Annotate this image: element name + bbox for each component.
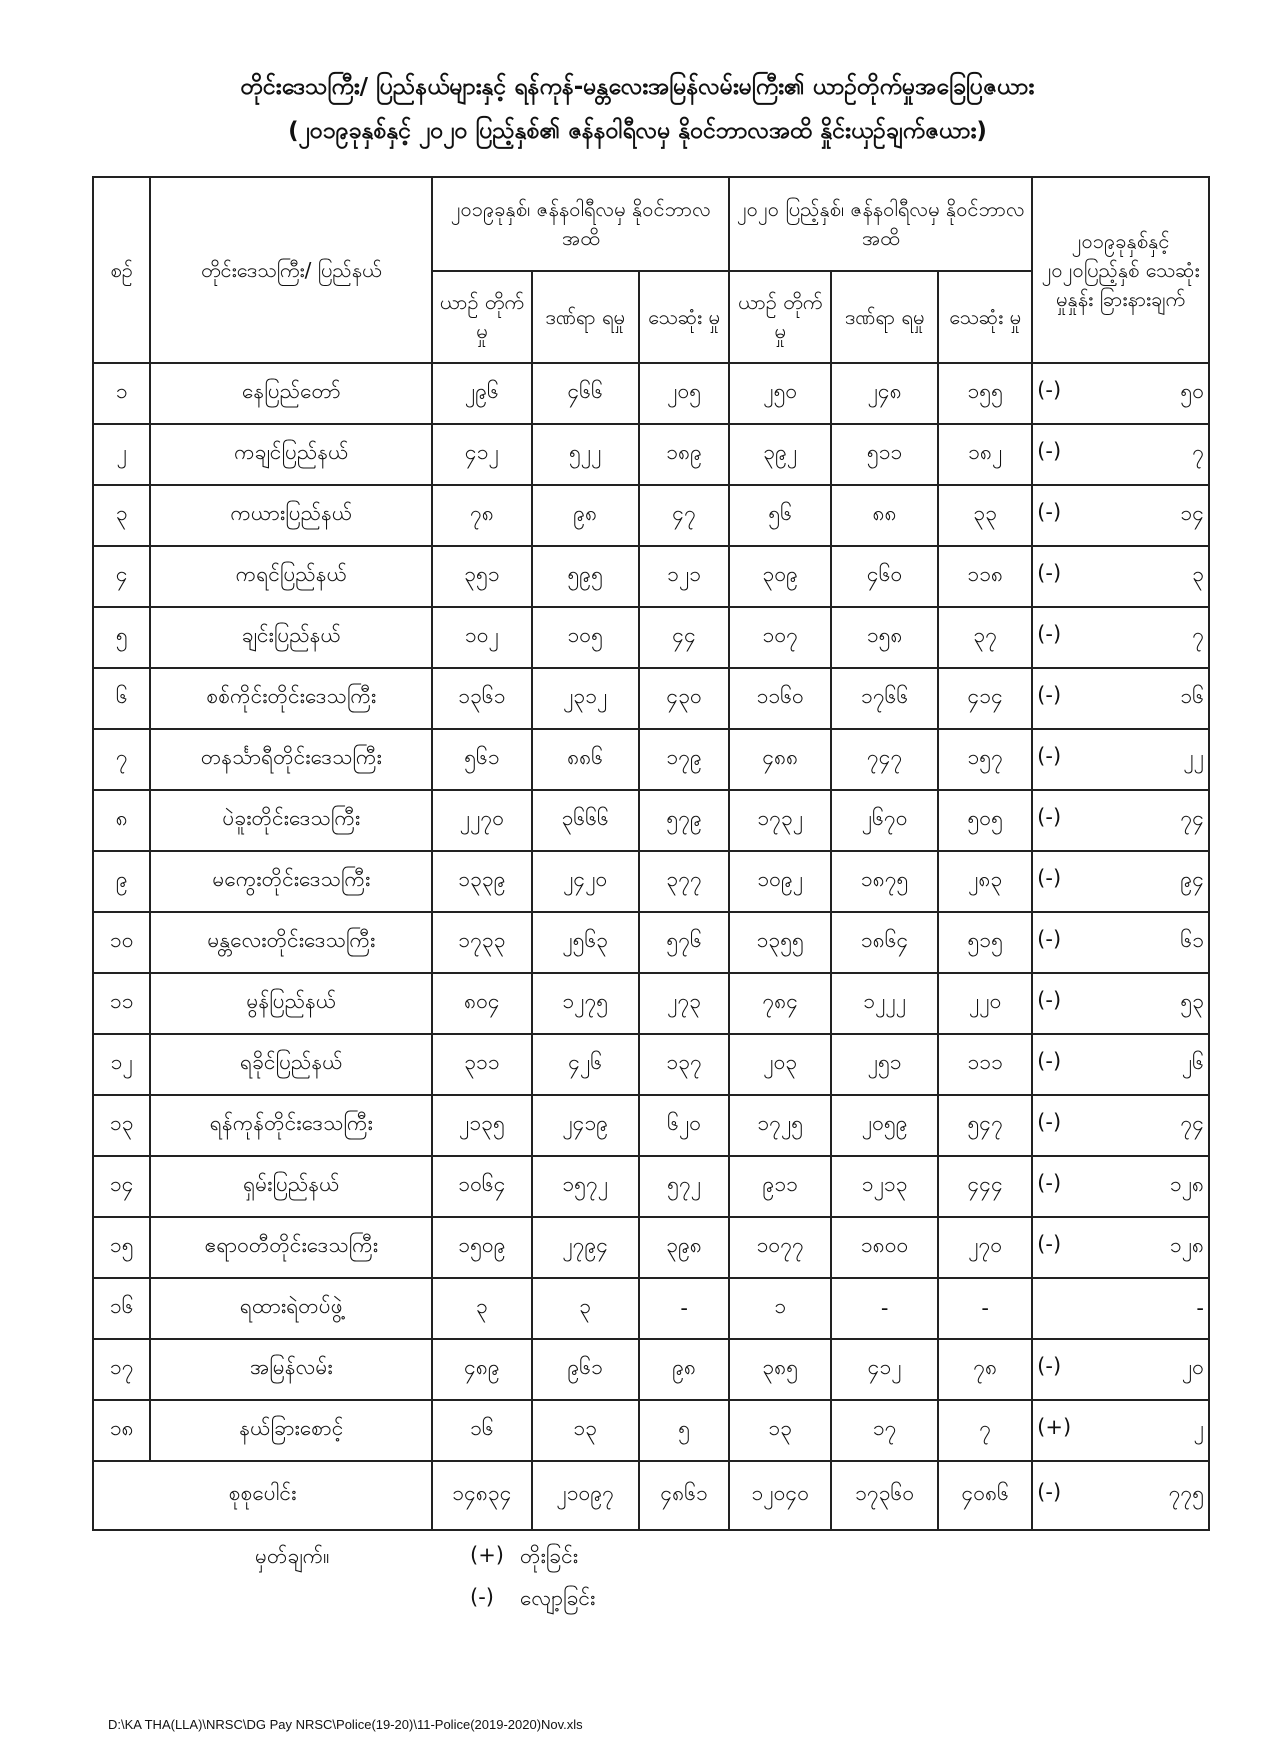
difference-value: ၂ xyxy=(1193,1415,1204,1440)
header-period-2019: ၂၀၁၉ခုနှစ်၊ ဇန်နဝါရီလမှ နိုဝင်ဘာလအထိ xyxy=(432,177,729,271)
header-accidents-2019: ယာဉ် တိုက်မှု xyxy=(432,271,531,363)
table-row xyxy=(93,546,1209,607)
deaths-2020-cell: ၂၂၀ xyxy=(938,973,1032,1034)
serial-number-cell: ၁၃ xyxy=(93,1095,150,1156)
deaths-2020-cell: ၃၇ xyxy=(938,607,1032,668)
total-accidents-2020-cell: ၁၂၀၄၀ xyxy=(729,1461,831,1530)
region-name-cell: တနင်္သာရီတိုင်းဒေသကြီး xyxy=(150,729,432,790)
injured-2020-cell: ၇၄၇ xyxy=(831,729,938,790)
difference-sign: (+) xyxy=(1037,1414,1072,1439)
difference-value: ၅၃ xyxy=(1180,988,1204,1013)
accidents-2019-cell: ၄၁၂ xyxy=(432,424,531,485)
accidents-2020-cell: ၁၀၇၇ xyxy=(729,1217,831,1278)
total-injured-2020-cell: ၁၇၃၆၀ xyxy=(831,1461,938,1530)
accidents-2019-cell: ၁၇၃၃ xyxy=(432,912,531,973)
difference-value: ၆၁ xyxy=(1180,927,1204,952)
total-injured-2019-cell: ၂၁၀၉၇ xyxy=(532,1461,639,1530)
accidents-2020-cell: ၃၀၉ xyxy=(729,546,831,607)
injured-2019-cell: ၅၂၂ xyxy=(532,424,639,485)
deaths-2019-cell: ၃၇၇ xyxy=(639,851,730,912)
injured-2020-cell: ၁၇ xyxy=(831,1400,938,1461)
file-path-footer: D:\KA THA(LLA)\NRSC\DG Pay NRSC\Police(19-20)\11-Police(2019-2020)Nov.xls xyxy=(108,1717,583,1732)
serial-number-cell: ၁၄ xyxy=(93,1156,150,1217)
region-name-cell: နေပြည်တော် xyxy=(150,363,432,424)
injured-2020-cell: ၈၈ xyxy=(831,485,938,546)
difference-value: ၇၇၅ xyxy=(1168,1480,1204,1505)
total-deaths-2019-cell: ၄၈၆၁ xyxy=(639,1461,730,1530)
region-name-cell: ရှမ်းပြည်နယ် xyxy=(150,1156,432,1217)
deaths-2020-cell: ၁၅၇ xyxy=(938,729,1032,790)
deaths-2019-cell: ၂၀၅ xyxy=(639,363,730,424)
header-period-2020: ၂၀၂၀ ပြည့်နှစ်၊ ဇန်နဝါရီလမှ နိုဝင်ဘာလအထိ xyxy=(729,177,1032,271)
deaths-2019-cell: ၄၇ xyxy=(639,485,730,546)
deaths-2020-cell: ၄၁၄ xyxy=(938,668,1032,729)
accidents-2020-cell: ၇၈၄ xyxy=(729,973,831,1034)
accidents-2019-cell: ၇၈ xyxy=(432,485,531,546)
difference-value: ၂၂ xyxy=(1183,744,1204,769)
injured-2019-cell: ၂၇၉၄ xyxy=(532,1217,639,1278)
difference-value: ၁၆ xyxy=(1180,683,1204,708)
table-row xyxy=(93,1400,1209,1461)
difference-sign: (-) xyxy=(1037,804,1062,829)
serial-number-cell: ၄ xyxy=(93,546,150,607)
header-serial: စဉ် xyxy=(93,177,150,363)
region-name-cell: ကရင်ပြည်နယ် xyxy=(150,546,432,607)
table-row xyxy=(93,1278,1209,1339)
difference-value: ၁၄ xyxy=(1180,500,1204,525)
region-name-cell: အမြန်လမ်း xyxy=(150,1339,432,1400)
region-name-cell: ရခိုင်ပြည်နယ် xyxy=(150,1034,432,1095)
difference-sign: (-) xyxy=(1037,987,1062,1012)
difference-sign: (-) xyxy=(1037,1170,1062,1195)
injured-2020-cell: ၁၂၂၂ xyxy=(831,973,938,1034)
serial-number-cell: ၉ xyxy=(93,851,150,912)
accidents-2020-cell: ၁၀၉၂ xyxy=(729,851,831,912)
death-difference-cell xyxy=(1032,729,1209,790)
injured-2020-cell: ၂၀၅၉ xyxy=(831,1095,938,1156)
accidents-2019-cell: ၁၃၃၉ xyxy=(432,851,531,912)
accidents-2020-cell: ၁၀၇ xyxy=(729,607,831,668)
difference-sign: (-) xyxy=(1037,926,1062,951)
deaths-2019-cell: ၅၇၂ xyxy=(639,1156,730,1217)
difference-value: ၁၂၈ xyxy=(1169,1232,1204,1257)
table-row xyxy=(93,1217,1209,1278)
accidents-2020-cell: ၉၁၁ xyxy=(729,1156,831,1217)
death-difference-cell xyxy=(1032,851,1209,912)
death-difference-cell xyxy=(1032,1278,1209,1339)
death-difference-cell xyxy=(1032,424,1209,485)
serial-number-cell: ၁ xyxy=(93,363,150,424)
document-subtitle: (၂၀၁၉ခုနှစ်နှင့် ၂၀၂၀ ပြည့်နှစ်၏ ဇန်နဝါရီလမှ နိုဝင်ဘာလအထိ နှိုင်းယှဉ်ချက်ဇယား) xyxy=(288,118,987,144)
injured-2020-cell: ၁၇၆၆ xyxy=(831,668,938,729)
region-name-cell: ပဲခူးတိုင်းဒေသကြီး xyxy=(150,790,432,851)
difference-value: ၇ xyxy=(1192,622,1204,647)
deaths-2019-cell: ၅၇၉ xyxy=(639,790,730,851)
difference-value: ၇ xyxy=(1192,439,1204,464)
table-row xyxy=(93,1034,1209,1095)
injured-2020-cell: ၁၈၇၅ xyxy=(831,851,938,912)
accidents-2020-cell: ၁ xyxy=(729,1278,831,1339)
region-name-cell: ရထားရဲတပ်ဖွဲ့ xyxy=(150,1278,432,1339)
injured-2020-cell: ၁၈၆၄ xyxy=(831,912,938,973)
deaths-2020-cell: ၁၈၂ xyxy=(938,424,1032,485)
deaths-2019-cell: ၁၂၁ xyxy=(639,546,730,607)
deaths-2019-cell: ၉၈ xyxy=(639,1339,730,1400)
table-row xyxy=(93,1095,1209,1156)
accidents-2019-cell: ၁၀၆၄ xyxy=(432,1156,531,1217)
serial-number-cell: ၁၀ xyxy=(93,912,150,973)
table-row xyxy=(93,668,1209,729)
death-difference-cell xyxy=(1032,485,1209,546)
difference-value: ၉၄ xyxy=(1180,866,1204,891)
note-label: မှတ်ချက်။ xyxy=(255,1544,330,1568)
region-name-cell: မကွေးတိုင်းဒေသကြီး xyxy=(150,851,432,912)
deaths-2020-cell: ၅၄၇ xyxy=(938,1095,1032,1156)
difference-sign: (-) xyxy=(1037,377,1062,402)
total-label-cell: စုစုပေါင်း xyxy=(93,1461,432,1530)
difference-sign: (-) xyxy=(1037,1231,1062,1256)
difference-sign: (-) xyxy=(1037,1353,1062,1378)
injured-2019-cell: ၁၅၇၂ xyxy=(532,1156,639,1217)
note-plus-text: တိုးခြင်း xyxy=(520,1544,579,1568)
document-title: တိုင်းဒေသကြီး/ ပြည်နယ်များနှင့် ရန်ကုန်-မန္တလေးအမြန်လမ်းမကြီး၏ ယာဉ်တိုက်မှုအခြေပြဇယား xyxy=(240,74,1035,100)
deaths-2019-cell: ၄၃၀ xyxy=(639,668,730,729)
difference-sign: (-) xyxy=(1037,1479,1062,1504)
injured-2019-cell: ၃၆၆၆ xyxy=(532,790,639,851)
injured-2019-cell: ၁၀၅ xyxy=(532,607,639,668)
difference-value: ၇၄ xyxy=(1180,805,1204,830)
death-difference-cell xyxy=(1032,1400,1209,1461)
injured-2019-cell: ၄၂၆ xyxy=(532,1034,639,1095)
injured-2020-cell: ၂၄၈ xyxy=(831,363,938,424)
injured-2019-cell: ၁၂၇၅ xyxy=(532,973,639,1034)
header-injured-2020: ဒဏ်ရာ ရမှု xyxy=(831,271,938,363)
accidents-2020-cell: ၁၃ xyxy=(729,1400,831,1461)
difference-sign: (-) xyxy=(1037,1048,1062,1073)
injured-2020-cell: - xyxy=(831,1278,938,1339)
injured-2020-cell: ၄၁၂ xyxy=(831,1339,938,1400)
total-accidents-2019-cell: ၁၄၈၃၄ xyxy=(432,1461,531,1530)
region-name-cell: မွန်ပြည်နယ် xyxy=(150,973,432,1034)
deaths-2020-cell: ၁၅၅ xyxy=(938,363,1032,424)
note-plus-sign: (+) xyxy=(470,1543,504,1567)
serial-number-cell: ၅ xyxy=(93,607,150,668)
deaths-2019-cell: ၅၇၆ xyxy=(639,912,730,973)
deaths-2020-cell: ၂၇၀ xyxy=(938,1217,1032,1278)
injured-2020-cell: ၁၈၀၀ xyxy=(831,1217,938,1278)
injured-2020-cell: ၁၅၈ xyxy=(831,607,938,668)
difference-value: ၂၀ xyxy=(1181,1354,1204,1379)
injured-2019-cell: ၉၆၁ xyxy=(532,1339,639,1400)
deaths-2020-cell: ၁၁၁ xyxy=(938,1034,1032,1095)
accidents-2019-cell: ၁၀၂ xyxy=(432,607,531,668)
difference-sign: (-) xyxy=(1037,1109,1062,1134)
difference-sign: (-) xyxy=(1037,499,1062,524)
injured-2019-cell: ၈၈၆ xyxy=(532,729,639,790)
injured-2019-cell: ၃ xyxy=(532,1278,639,1339)
header-accidents-2020: ယာဉ် တိုက်မှု xyxy=(729,271,831,363)
injured-2020-cell: ၅၁၁ xyxy=(831,424,938,485)
note-minus-text: လျော့ခြင်း xyxy=(520,1586,596,1610)
injured-2020-cell: ၄၆၀ xyxy=(831,546,938,607)
region-name-cell: ဧရာဝတီတိုင်းဒေသကြီး xyxy=(150,1217,432,1278)
death-difference-cell xyxy=(1032,1217,1209,1278)
serial-number-cell: ၆ xyxy=(93,668,150,729)
accidents-2019-cell: ၂၂၇၀ xyxy=(432,790,531,851)
injured-2020-cell: ၂၅၁ xyxy=(831,1034,938,1095)
difference-sign: (-) xyxy=(1037,865,1062,890)
deaths-2019-cell: ၄၄ xyxy=(639,607,730,668)
accidents-2019-cell: ၃၅၁ xyxy=(432,546,531,607)
region-name-cell: ကချင်ပြည်နယ် xyxy=(150,424,432,485)
header-region: တိုင်းဒေသကြီး/ ပြည်နယ် xyxy=(150,177,432,363)
death-difference-cell xyxy=(1032,546,1209,607)
difference-sign: (-) xyxy=(1037,743,1062,768)
accidents-2020-cell: ၃၉၂ xyxy=(729,424,831,485)
deaths-2019-cell: ၁၃၇ xyxy=(639,1034,730,1095)
difference-value: ၃ xyxy=(1192,561,1204,586)
deaths-2019-cell: ၁၇၉ xyxy=(639,729,730,790)
table-row xyxy=(93,1339,1209,1400)
table-row xyxy=(93,1156,1209,1217)
region-name-cell: နယ်ခြားစောင့် xyxy=(150,1400,432,1461)
deaths-2020-cell: - xyxy=(938,1278,1032,1339)
injured-2020-cell: ၂၆၇၀ xyxy=(831,790,938,851)
injured-2019-cell: ၉၈ xyxy=(532,485,639,546)
accidents-2019-cell: ၃ xyxy=(432,1278,531,1339)
difference-value: - xyxy=(1196,1296,1204,1321)
accidents-2020-cell: ၁၇၃၂ xyxy=(729,790,831,851)
accidents-2019-cell: ၅၆၁ xyxy=(432,729,531,790)
deaths-2020-cell: ၇ xyxy=(938,1400,1032,1461)
difference-sign: (-) xyxy=(1037,682,1062,707)
accidents-2020-cell: ၂၅၀ xyxy=(729,363,831,424)
injured-2019-cell: ၄၆၆ xyxy=(532,363,639,424)
note-minus-sign: (-) xyxy=(470,1585,494,1609)
table-row xyxy=(93,607,1209,668)
injured-2019-cell: ၂၃၁၂ xyxy=(532,668,639,729)
serial-number-cell: ၁၂ xyxy=(93,1034,150,1095)
difference-sign: (-) xyxy=(1037,560,1062,585)
total-deaths-2020-cell: ၄၀၈၆ xyxy=(938,1461,1032,1530)
death-difference-cell xyxy=(1032,790,1209,851)
difference-value: ၂၆ xyxy=(1181,1049,1204,1074)
total-row xyxy=(93,1461,1209,1530)
injured-2019-cell: ၁၃ xyxy=(532,1400,639,1461)
region-name-cell: ကယားပြည်နယ် xyxy=(150,485,432,546)
deaths-2020-cell: ၁၁၈ xyxy=(938,546,1032,607)
deaths-2019-cell: ၅ xyxy=(639,1400,730,1461)
difference-value: ၅၀ xyxy=(1180,378,1204,403)
header-injured-2019: ဒဏ်ရာ ရမှု xyxy=(532,271,639,363)
accident-comparison-table xyxy=(92,176,1210,1531)
region-name-cell: မန္တလေးတိုင်းဒေသကြီး xyxy=(150,912,432,973)
death-difference-cell xyxy=(1032,607,1209,668)
table-row xyxy=(93,363,1209,424)
accidents-2019-cell: ၈၀၄ xyxy=(432,973,531,1034)
deaths-2020-cell: ၇၈ xyxy=(938,1339,1032,1400)
death-difference-cell xyxy=(1032,1461,1209,1530)
injured-2019-cell: ၂၄၂၀ xyxy=(532,851,639,912)
serial-number-cell: ၇ xyxy=(93,729,150,790)
death-difference-cell xyxy=(1032,363,1209,424)
table-row xyxy=(93,790,1209,851)
accidents-2019-cell: ၁၃၆၁ xyxy=(432,668,531,729)
table-row xyxy=(93,912,1209,973)
serial-number-cell: ၁၆ xyxy=(93,1278,150,1339)
serial-number-cell: ၈ xyxy=(93,790,150,851)
difference-sign: (-) xyxy=(1037,621,1062,646)
death-difference-cell xyxy=(1032,668,1209,729)
injured-2019-cell: ၂၄၁၉ xyxy=(532,1095,639,1156)
injured-2019-cell: ၅၉၅ xyxy=(532,546,639,607)
serial-number-cell: ၃ xyxy=(93,485,150,546)
deaths-2020-cell: ၅၀၅ xyxy=(938,790,1032,851)
accidents-2020-cell: ၅၆ xyxy=(729,485,831,546)
death-difference-cell xyxy=(1032,1095,1209,1156)
deaths-2019-cell: ၁၈၉ xyxy=(639,424,730,485)
death-difference-cell xyxy=(1032,1339,1209,1400)
deaths-2020-cell: ၅၁၅ xyxy=(938,912,1032,973)
table-row xyxy=(93,973,1209,1034)
difference-value: ၇၄ xyxy=(1180,1110,1204,1135)
accidents-2019-cell: ၁၅၀၉ xyxy=(432,1217,531,1278)
deaths-2019-cell: - xyxy=(639,1278,730,1339)
deaths-2020-cell: ၂၈၃ xyxy=(938,851,1032,912)
table-row xyxy=(93,485,1209,546)
death-difference-cell xyxy=(1032,1034,1209,1095)
accidents-2020-cell: ၃၈၅ xyxy=(729,1339,831,1400)
accidents-2019-cell: ၂၉၆ xyxy=(432,363,531,424)
serial-number-cell: ၁၇ xyxy=(93,1339,150,1400)
table-row xyxy=(93,424,1209,485)
death-difference-cell xyxy=(1032,973,1209,1034)
accidents-2020-cell: ၁၇၂၅ xyxy=(729,1095,831,1156)
difference-value: ၁၂၈ xyxy=(1169,1171,1204,1196)
accidents-2020-cell: ၂၀၃ xyxy=(729,1034,831,1095)
deaths-2019-cell: ၂၇၃ xyxy=(639,973,730,1034)
accidents-2019-cell: ၃၁၁ xyxy=(432,1034,531,1095)
death-difference-cell xyxy=(1032,912,1209,973)
deaths-2020-cell: ၃၃ xyxy=(938,485,1032,546)
injured-2019-cell: ၂၅၆၃ xyxy=(532,912,639,973)
injured-2020-cell: ၁၂၁၃ xyxy=(831,1156,938,1217)
region-name-cell: ချင်းပြည်နယ် xyxy=(150,607,432,668)
table-body xyxy=(93,363,1209,1530)
deaths-2020-cell: ၄၄၄ xyxy=(938,1156,1032,1217)
serial-number-cell: ၁၈ xyxy=(93,1400,150,1461)
serial-number-cell: ၁၁ xyxy=(93,973,150,1034)
header-deaths-2019: သေဆုံး မှု xyxy=(639,271,730,363)
serial-number-cell: ၂ xyxy=(93,424,150,485)
accidents-2020-cell: ၁၁၆၀ xyxy=(729,668,831,729)
header-deaths-2020: သေဆုံး မှု xyxy=(938,271,1032,363)
accidents-2020-cell: ၁၃၅၅ xyxy=(729,912,831,973)
serial-number-cell: ၁၅ xyxy=(93,1217,150,1278)
accidents-2019-cell: ၁၆ xyxy=(432,1400,531,1461)
death-difference-cell xyxy=(1032,1156,1209,1217)
deaths-2019-cell: ၆၂၀ xyxy=(639,1095,730,1156)
deaths-2019-cell: ၃၉၈ xyxy=(639,1217,730,1278)
accidents-2019-cell: ၂၁၃၅ xyxy=(432,1095,531,1156)
accidents-2019-cell: ၄၈၉ xyxy=(432,1339,531,1400)
table-row xyxy=(93,729,1209,790)
table-row xyxy=(93,851,1209,912)
header-comparison: ၂၀၁၉ခုနှစ်နှင့် ၂၀၂၀ပြည့်နှစ် သေဆုံးမှုနှုန်း ခြားနားချက် xyxy=(1032,177,1209,363)
region-name-cell: စစ်ကိုင်းတိုင်းဒေသကြီး xyxy=(150,668,432,729)
difference-sign: (-) xyxy=(1037,438,1062,463)
accidents-2020-cell: ၄၈၈ xyxy=(729,729,831,790)
region-name-cell: ရန်ကုန်တိုင်းဒေသကြီး xyxy=(150,1095,432,1156)
